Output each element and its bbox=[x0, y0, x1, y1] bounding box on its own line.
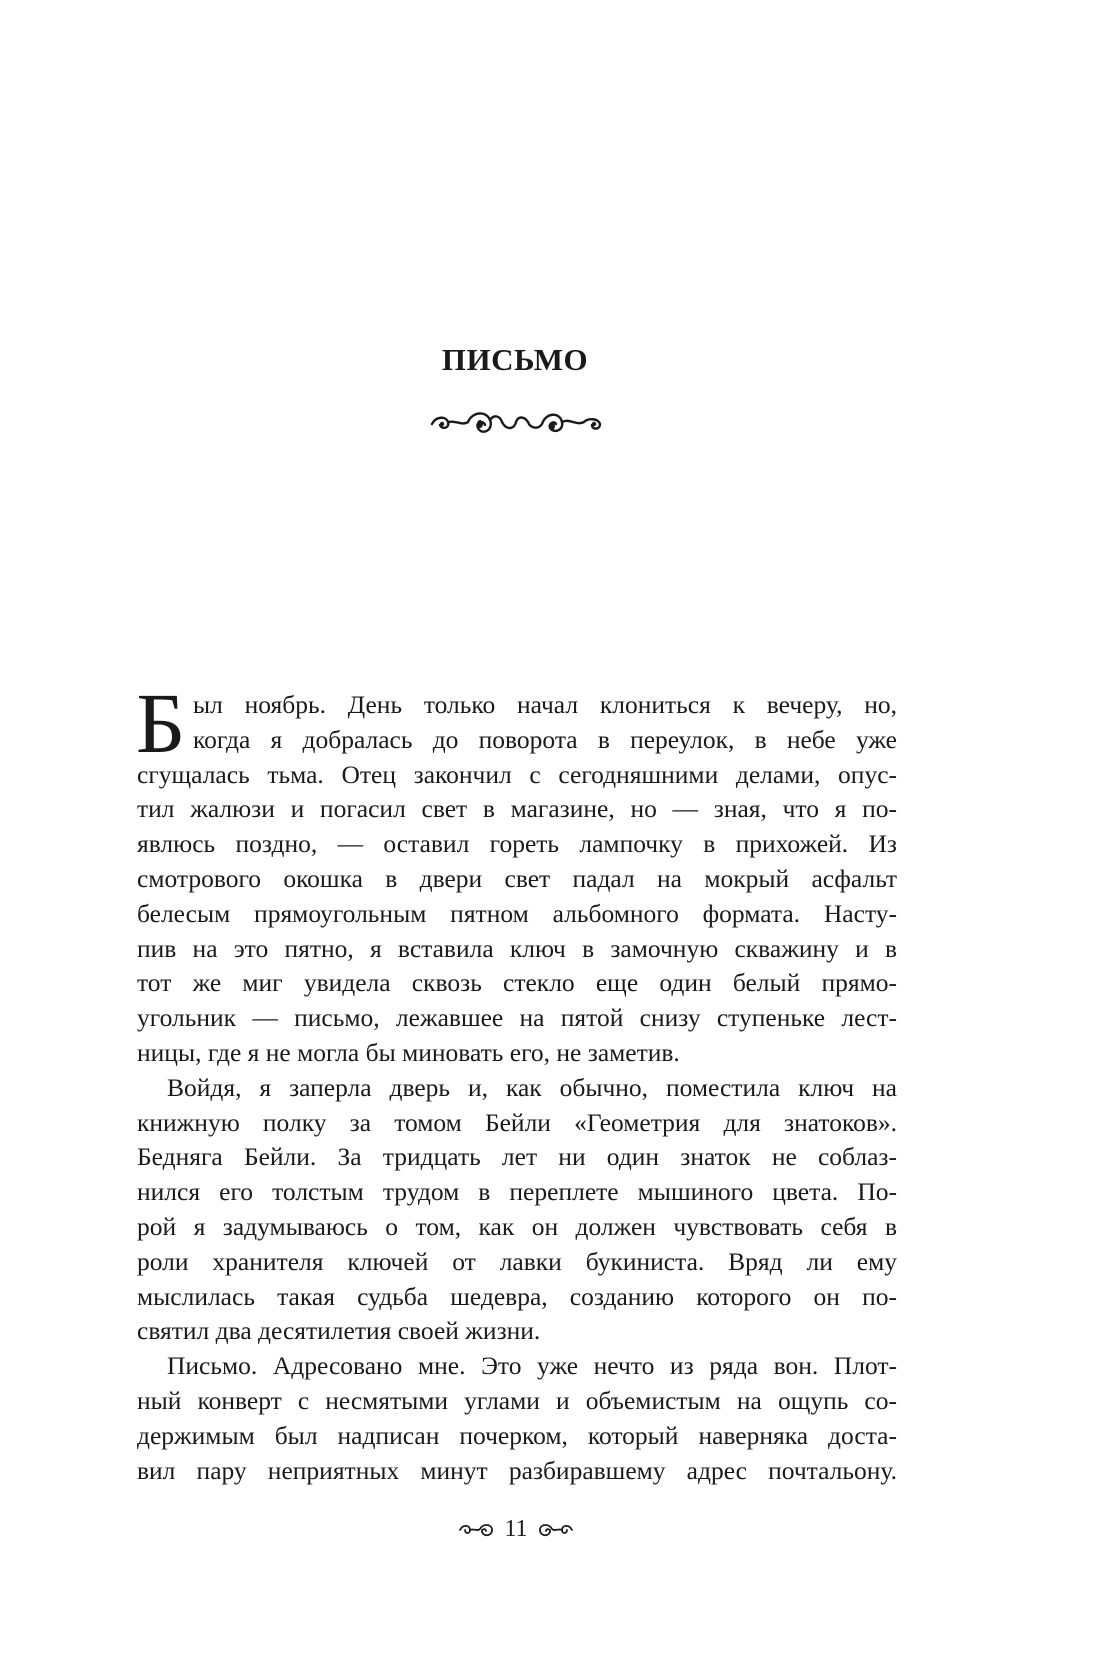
chapter-title: ПИСЬМО bbox=[441, 342, 589, 377]
drop-cap: Б bbox=[136, 675, 186, 771]
text-line: нился его толстым трудом в переплете мышиного цвета. По- bbox=[137, 1177, 897, 1207]
text-line: Письмо. Адресовано мне. Это уже нечто из ряда вон. Плот- bbox=[167, 1351, 897, 1381]
page-footer bbox=[446, 1514, 586, 1544]
paragraph-2 bbox=[137, 1071, 897, 1349]
text-line: Войдя, я заперла дверь и, как обычно, поместила ключ на bbox=[167, 1072, 897, 1102]
text-line: ный конверт с несмятыми углами и объемистым на ощупь со- bbox=[137, 1385, 897, 1415]
text-line: Бедняга Бейли. За тридцать лет ни один знаток не соблаз- bbox=[137, 1142, 897, 1172]
paragraph-1 bbox=[136, 675, 897, 1071]
paragraph-3 bbox=[137, 1349, 897, 1488]
flourish-ornament-icon bbox=[428, 400, 604, 446]
text-line: книжную полку за томом Бейли «Геометрия для знатоков». bbox=[137, 1107, 897, 1137]
text-line: ыл ноябрь. День только начал клониться к вечеру, но, bbox=[193, 690, 897, 719]
text-line: смотрового окошка в двери свет падал на мокрый асфальт bbox=[137, 863, 897, 893]
text-line: угольник — письмо, лежавшее на пятой снизу ступеньке лест- bbox=[137, 1003, 897, 1033]
page-number: 11 bbox=[504, 1516, 528, 1542]
text-line: святил два десятилетия своей жизни. bbox=[137, 1316, 541, 1346]
text-line: вил пару неприятных минут разбиравшему адрес почтальону. bbox=[137, 1455, 897, 1485]
text-line: тил жалюзи и погасил свет в магазине, но — зная, что я по- bbox=[137, 794, 897, 824]
text-line: когда я добралась до поворота в переулок, в небе уже bbox=[193, 724, 897, 754]
text-line: держимым был надписан почерком, который наверняка доста- bbox=[137, 1420, 897, 1450]
text-line: сгущалась тьма. Отец закончил с сегодняшними делами, опус- bbox=[137, 759, 897, 789]
folio-flourish-right-icon bbox=[538, 1518, 574, 1540]
text-line: мыслилась такая судьба шедевра, созданию которого он по- bbox=[137, 1281, 897, 1311]
text-line: белесым прямоугольным пятном альбомного формата. Насту- bbox=[137, 898, 897, 928]
text-line: явлюсь поздно, — оставил гореть лампочку в прихожей. Из bbox=[137, 829, 897, 859]
body-text bbox=[136, 675, 897, 1488]
text-line: тот же миг увидела сквозь стекло еще один белый прямо- bbox=[137, 968, 897, 998]
text-line: ницы, где я не могла бы миновать его, не заметив. bbox=[137, 1037, 680, 1067]
text-line: роли хранителя ключей от лавки букиниста. Вряд ли ему bbox=[137, 1246, 897, 1276]
text-line: пив на это пятно, я вставила ключ в замочную скважину и в bbox=[137, 933, 897, 963]
text-line: рой я задумываюсь о том, как он должен чувствовать себя в bbox=[137, 1211, 897, 1241]
